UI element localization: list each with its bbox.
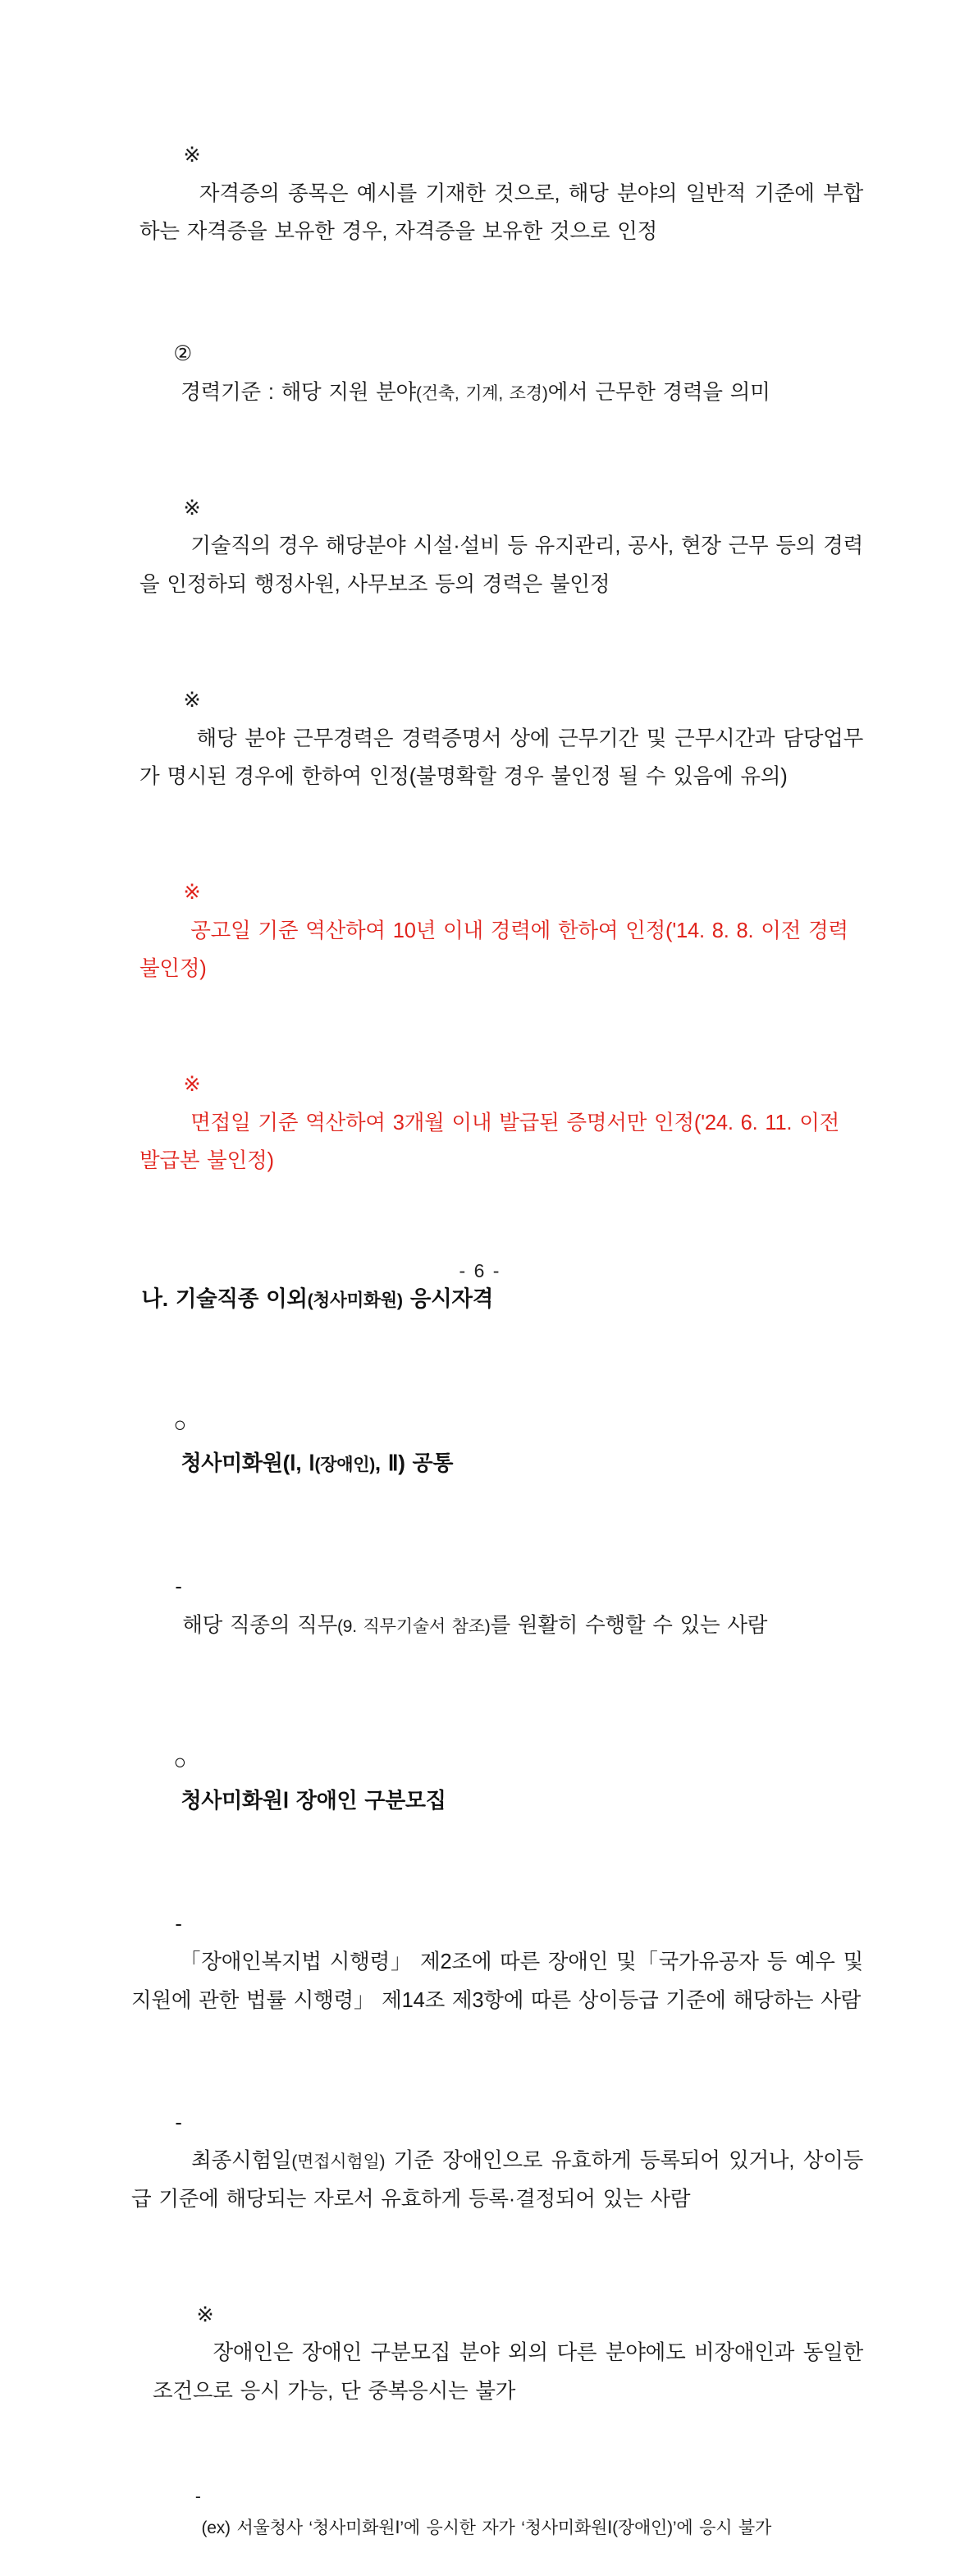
group-disabled-title bbox=[97, 1703, 863, 1859]
group-common-roman-2: Ⅰ bbox=[309, 1451, 315, 1476]
group-disabled-roman: Ⅰ bbox=[282, 1787, 289, 1813]
group-common-roman-3: Ⅱ bbox=[387, 1451, 399, 1476]
note-example bbox=[133, 2450, 863, 2576]
item-career-standard-tail: 에서 근무한 경력을 의미 bbox=[547, 380, 770, 404]
item-registration-text: 최종시험일 bbox=[191, 2149, 292, 2173]
item-registration-paren: (면접시험일) bbox=[291, 2152, 386, 2172]
group-common-sep-2: , bbox=[374, 1451, 388, 1476]
note-tech-career-text: 기술직의 경우 해당분야 시설·설비 등 유지관리, 공사, 현장 근무 등의 경력을 인정하되 행정사원, 사무보조 등의 경력은 불인정 bbox=[139, 534, 864, 596]
group-common-paren: (장애인) bbox=[314, 1455, 375, 1475]
note-career-certificate bbox=[107, 644, 863, 834]
group-common-roman-1: Ⅰ bbox=[289, 1451, 296, 1476]
bullet-marker: ※ bbox=[183, 689, 201, 713]
dash-marker: - bbox=[175, 1912, 182, 1936]
bullet-marker: ※ bbox=[196, 2303, 214, 2327]
section-heading-b-tail: 응시자격 bbox=[402, 1286, 494, 1311]
circle-marker: ○ bbox=[173, 1749, 186, 1774]
section-heading-b-main: 나. 기술직종 이외 bbox=[141, 1286, 308, 1311]
note-cert-examples bbox=[107, 99, 863, 289]
item-registration bbox=[107, 2066, 863, 2257]
item-law-basis bbox=[107, 1868, 871, 2058]
item-career-standard bbox=[97, 297, 863, 450]
note-three-months-text: 면접일 기준 역산하여 3개월 이내 발급된 증명서만 인정('24. 6. 11. 이전 발급본 불인정) bbox=[139, 1111, 847, 1172]
item-common-duty-paren: (9. 직무기술서 참조) bbox=[337, 1616, 491, 1636]
note-other-fields bbox=[120, 2258, 871, 2449]
item-common-duty-tail: 를 원활히 수행할 수 있는 사람 bbox=[490, 1613, 768, 1637]
ordinal-marker: ② bbox=[173, 342, 192, 366]
item-career-standard-paren: (건축, 기계, 조경) bbox=[415, 383, 548, 403]
section-heading-b bbox=[97, 1240, 863, 1359]
item-career-standard-text: 경력기준 : 해당 지원 분야 bbox=[181, 380, 416, 404]
note-three-months bbox=[107, 1028, 863, 1218]
bullet-marker: ※ bbox=[183, 497, 201, 520]
bullet-marker: ※ bbox=[183, 881, 201, 905]
note-other-fields-text: 장애인은 장애인 구분모집 분야 외의 다른 분야에도 비장애인과 동일한 조건으로 응시 가능, 단 중복응시는 불가 bbox=[153, 2341, 871, 2403]
bullet-marker: ※ bbox=[183, 144, 201, 167]
item-law-basis-text: 「장애인복지법 시행령」 제2조에 따른 장애인 및「국가유공자 등 예우 및 지원에 관한 법률 시행령」 제14조 제3항에 따른 상이등급 기준에 해당하는 사람 bbox=[131, 1950, 871, 2012]
dash-marker: - bbox=[175, 1575, 182, 1599]
document-content bbox=[97, 99, 871, 2576]
note-ten-years bbox=[107, 836, 863, 1026]
group-common-title bbox=[97, 1366, 863, 1521]
group-common-title-tail: ) 공통 bbox=[398, 1451, 454, 1476]
item-registration-tail: 기준 장애인으로 유효하게 등록되어 있거나, 상이등급 기준에 해당되는 자로서 유효하게 등록·결정되어 있는 사람 bbox=[131, 2149, 863, 2211]
note-ten-years-text: 공고일 기준 역산하여 10년 이내 경력에 한하여 인정('14. 8. 8. 이전 경력 불인정) bbox=[139, 919, 856, 980]
section-heading-b-paren: (청사미화원) bbox=[307, 1290, 403, 1310]
dash-marker: - bbox=[175, 2111, 182, 2134]
group-disabled-title-tail: 장애인 구분모집 bbox=[288, 1787, 446, 1813]
item-common-duty bbox=[107, 1530, 863, 1683]
group-common-title-main: 청사미화원( bbox=[181, 1451, 290, 1476]
note-example-text: (ex) 서울청사 ‘청사미화원Ⅰ’에 응시한 자가 ‘청사미화원Ⅰ(장애인)’에 응시 불가 bbox=[201, 2519, 772, 2538]
group-disabled-title-main: 청사미화원 bbox=[181, 1787, 283, 1813]
circle-marker: ○ bbox=[173, 1411, 186, 1437]
dash-marker: - bbox=[194, 2487, 201, 2506]
group-common-sep-1: , bbox=[295, 1451, 309, 1476]
bullet-marker: ※ bbox=[183, 1073, 201, 1097]
page-number: - 6 - bbox=[459, 1260, 501, 1281]
item-common-duty-text: 해당 직종의 직무 bbox=[182, 1613, 338, 1637]
note-cert-examples-text: 자격증의 종목은 예시를 기재한 것으로, 해당 분야의 일반적 기준에 부합하는 자격증을 보유한 경우, 자격증을 보유한 것으로 인정 bbox=[139, 181, 864, 244]
note-career-certificate-text: 해당 분야 근무경력은 경력증명서 상에 근무기간 및 근무시간과 담당업무가 명시된 경우에 한하여 인정(불명확할 경우 불인정 될 수 있음에 유의) bbox=[139, 727, 863, 788]
note-tech-career bbox=[107, 451, 863, 642]
